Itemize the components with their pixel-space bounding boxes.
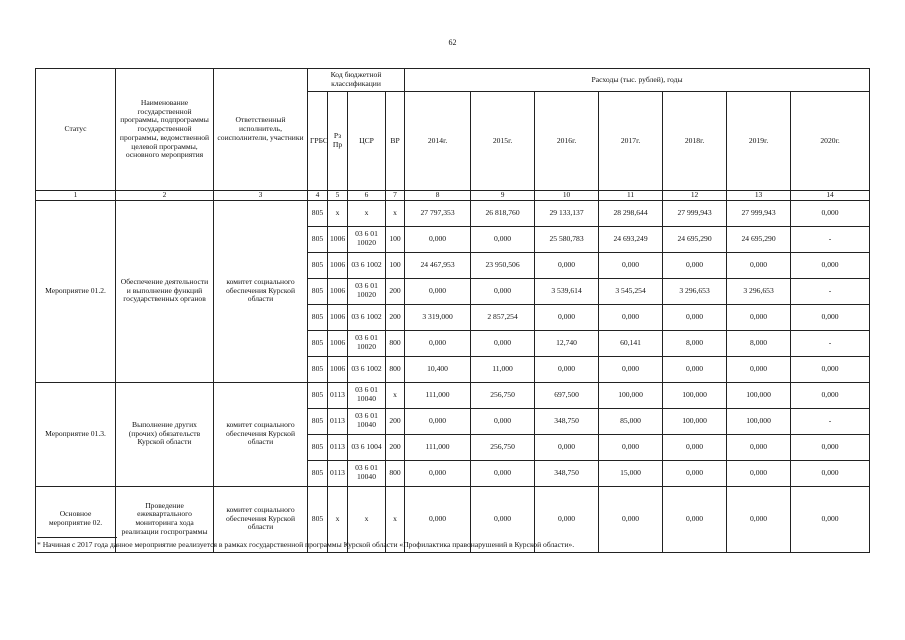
- executor-cell: комитет социального обеспечения Курской области: [214, 200, 308, 382]
- amount-cell: 27 797,353: [405, 200, 471, 226]
- grbs-cell: 805: [308, 434, 328, 460]
- amount-cell: 0,000: [471, 330, 535, 356]
- header-rzpr: Рз Пр: [328, 92, 348, 191]
- amount-cell: 100,000: [663, 382, 727, 408]
- amount-cell: 0,000: [727, 356, 791, 382]
- amount-cell: 0,000: [599, 304, 663, 330]
- amount-cell: 23 950,506: [471, 252, 535, 278]
- amount-cell: 0,000: [663, 486, 727, 552]
- header-year: 2018г.: [663, 92, 727, 191]
- amount-cell: 0,000: [535, 356, 599, 382]
- csr-cell: 03 6 01 10020: [348, 226, 386, 252]
- amount-cell: 24 467,953: [405, 252, 471, 278]
- rzpr-cell: 0113: [328, 408, 348, 434]
- csr-cell: x: [348, 486, 386, 552]
- amount-cell: 0,000: [791, 460, 870, 486]
- amount-cell: 0,000: [471, 226, 535, 252]
- amount-cell: -: [791, 226, 870, 252]
- grbs-cell: 805: [308, 460, 328, 486]
- vr-cell: 100: [386, 226, 405, 252]
- amount-cell: 3 296,653: [727, 278, 791, 304]
- amount-cell: 0,000: [663, 304, 727, 330]
- vr-cell: x: [386, 486, 405, 552]
- vr-cell: 200: [386, 408, 405, 434]
- header-csr: ЦСР: [348, 92, 386, 191]
- amount-cell: 697,500: [535, 382, 599, 408]
- csr-cell: 03 6 1004: [348, 434, 386, 460]
- amount-cell: 0,000: [599, 486, 663, 552]
- status-cell: Основное мероприятие 02.: [36, 486, 116, 552]
- amount-cell: 348,750: [535, 408, 599, 434]
- column-number-cell: 6: [348, 191, 386, 201]
- amount-cell: 0,000: [599, 434, 663, 460]
- amount-cell: 85,000: [599, 408, 663, 434]
- vr-cell: 800: [386, 460, 405, 486]
- executor-cell: комитет социального обеспечения Курской области: [214, 486, 308, 552]
- amount-cell: 24 695,290: [727, 226, 791, 252]
- amount-cell: 8,000: [727, 330, 791, 356]
- amount-cell: 8,000: [663, 330, 727, 356]
- csr-cell: 03 6 1002: [348, 252, 386, 278]
- rzpr-cell: 0113: [328, 382, 348, 408]
- vr-cell: 200: [386, 278, 405, 304]
- amount-cell: 0,000: [405, 486, 471, 552]
- amount-cell: 0,000: [405, 278, 471, 304]
- amount-cell: 29 133,137: [535, 200, 599, 226]
- amount-cell: 0,000: [471, 460, 535, 486]
- amount-cell: 11,000: [471, 356, 535, 382]
- amount-cell: 0,000: [727, 460, 791, 486]
- amount-cell: 28 298,644: [599, 200, 663, 226]
- vr-cell: 200: [386, 304, 405, 330]
- table-body: [36, 191, 870, 553]
- csr-cell: 03 6 01 10020: [348, 278, 386, 304]
- amount-cell: 0,000: [405, 408, 471, 434]
- amount-cell: 27 999,943: [663, 200, 727, 226]
- grbs-cell: 805: [308, 304, 328, 330]
- amount-cell: 111,000: [405, 434, 471, 460]
- column-number-cell: 7: [386, 191, 405, 201]
- amount-cell: 0,000: [663, 434, 727, 460]
- amount-cell: 0,000: [405, 460, 471, 486]
- amount-cell: -: [791, 278, 870, 304]
- amount-cell: 100,000: [727, 408, 791, 434]
- column-number-cell: 12: [663, 191, 727, 201]
- csr-cell: 03 6 01 10040: [348, 460, 386, 486]
- header-year: 2019г.: [727, 92, 791, 191]
- csr-cell: 03 6 1002: [348, 356, 386, 382]
- amount-cell: 15,000: [599, 460, 663, 486]
- column-number-cell: 3: [214, 191, 308, 201]
- grbs-cell: 805: [308, 408, 328, 434]
- table-row: [36, 382, 870, 408]
- amount-cell: -: [791, 408, 870, 434]
- grbs-cell: 805: [308, 486, 328, 552]
- vr-cell: x: [386, 382, 405, 408]
- header-year: 2020г.: [791, 92, 870, 191]
- column-numbers-row: [36, 191, 870, 201]
- grbs-cell: 805: [308, 226, 328, 252]
- amount-cell: 0,000: [791, 356, 870, 382]
- csr-cell: x: [348, 200, 386, 226]
- amount-cell: 24 695,290: [663, 226, 727, 252]
- csr-cell: 03 6 01 10020: [348, 330, 386, 356]
- amount-cell: 0,000: [663, 460, 727, 486]
- column-number-cell: 10: [535, 191, 599, 201]
- column-number-cell: 8: [405, 191, 471, 201]
- grbs-cell: 805: [308, 356, 328, 382]
- amount-cell: 26 818,760: [471, 200, 535, 226]
- rzpr-cell: 1006: [328, 278, 348, 304]
- grbs-cell: 805: [308, 330, 328, 356]
- column-number-cell: 11: [599, 191, 663, 201]
- rzpr-cell: x: [328, 200, 348, 226]
- amount-cell: 24 693,249: [599, 226, 663, 252]
- rzpr-cell: 0113: [328, 460, 348, 486]
- footnote: * Начиная с 2017 года данное мероприятие реализуется в рамках государственной программы Курской области «Профилактика правонарушений в Курской области».: [37, 540, 575, 549]
- status-cell: Мероприятие 01.2.: [36, 200, 116, 382]
- amount-cell: 12,740: [535, 330, 599, 356]
- header-code-group: Код бюджетной классификации: [308, 69, 405, 92]
- amount-cell: 0,000: [727, 486, 791, 552]
- column-number-cell: 2: [116, 191, 214, 201]
- amount-cell: 0,000: [791, 382, 870, 408]
- rzpr-cell: 1006: [328, 330, 348, 356]
- grbs-cell: 805: [308, 200, 328, 226]
- csr-cell: 03 6 01 10040: [348, 382, 386, 408]
- amount-cell: 0,000: [791, 486, 870, 552]
- vr-cell: 200: [386, 434, 405, 460]
- budget-table: [35, 68, 870, 553]
- grbs-cell: 805: [308, 382, 328, 408]
- amount-cell: 2 857,254: [471, 304, 535, 330]
- amount-cell: 0,000: [663, 252, 727, 278]
- vr-cell: 800: [386, 330, 405, 356]
- amount-cell: 27 999,943: [727, 200, 791, 226]
- amount-cell: 0,000: [727, 434, 791, 460]
- amount-cell: 0,000: [599, 252, 663, 278]
- rzpr-cell: x: [328, 486, 348, 552]
- amount-cell: 100,000: [663, 408, 727, 434]
- column-number-cell: 9: [471, 191, 535, 201]
- header-status: Статус: [36, 69, 116, 191]
- amount-cell: 0,000: [791, 252, 870, 278]
- amount-cell: 25 580,783: [535, 226, 599, 252]
- column-number-cell: 4: [308, 191, 328, 201]
- page-number: 62: [448, 38, 457, 47]
- amount-cell: 60,141: [599, 330, 663, 356]
- vr-cell: 100: [386, 252, 405, 278]
- rzpr-cell: 1006: [328, 226, 348, 252]
- header-year: 2015г.: [471, 92, 535, 191]
- amount-cell: -: [791, 330, 870, 356]
- amount-cell: 0,000: [535, 252, 599, 278]
- amount-cell: 100,000: [599, 382, 663, 408]
- vr-cell: 800: [386, 356, 405, 382]
- amount-cell: 0,000: [791, 434, 870, 460]
- status-cell: Мероприятие 01.3.: [36, 382, 116, 486]
- header-executor: Ответственный исполнитель, соисполнители, участники: [214, 69, 308, 191]
- header-year: 2017г.: [599, 92, 663, 191]
- header-name: Наименование государственной программы, подпрограммы государственной программы, ведомственной целевой программы, основного мероприятия: [116, 69, 214, 191]
- rzpr-cell: 1006: [328, 252, 348, 278]
- amount-cell: 3 319,000: [405, 304, 471, 330]
- amount-cell: 0,000: [471, 278, 535, 304]
- rzpr-cell: 1006: [328, 304, 348, 330]
- footnote-rule: [37, 537, 117, 538]
- amount-cell: 10,400: [405, 356, 471, 382]
- amount-cell: 3 539,614: [535, 278, 599, 304]
- csr-cell: 03 6 01 10040: [348, 408, 386, 434]
- column-number-cell: 1: [36, 191, 116, 201]
- amount-cell: 0,000: [663, 356, 727, 382]
- name-cell: Проведение ежеквартального мониторинга хода реализации госпрограммы: [116, 486, 214, 552]
- amount-cell: 3 545,254: [599, 278, 663, 304]
- header-grbs: ГРБС: [308, 92, 328, 191]
- header-year: 2014г.: [405, 92, 471, 191]
- amount-cell: 111,000: [405, 382, 471, 408]
- amount-cell: 256,750: [471, 434, 535, 460]
- executor-cell: комитет социального обеспечения Курской области: [214, 382, 308, 486]
- header-expenses-group: Расходы (тыс. рублей), годы: [405, 69, 870, 92]
- amount-cell: 0,000: [405, 330, 471, 356]
- amount-cell: 0,000: [535, 304, 599, 330]
- amount-cell: 256,750: [471, 382, 535, 408]
- amount-cell: 0,000: [405, 226, 471, 252]
- amount-cell: 0,000: [535, 486, 599, 552]
- grbs-cell: 805: [308, 252, 328, 278]
- header-year: 2016г.: [535, 92, 599, 191]
- amount-cell: 100,000: [727, 382, 791, 408]
- amount-cell: 3 296,653: [663, 278, 727, 304]
- amount-cell: 0,000: [791, 200, 870, 226]
- vr-cell: x: [386, 200, 405, 226]
- amount-cell: 0,000: [727, 304, 791, 330]
- csr-cell: 03 6 1002: [348, 304, 386, 330]
- column-number-cell: 13: [727, 191, 791, 201]
- amount-cell: 0,000: [727, 252, 791, 278]
- grbs-cell: 805: [308, 278, 328, 304]
- amount-cell: 0,000: [471, 486, 535, 552]
- amount-cell: 0,000: [535, 434, 599, 460]
- name-cell: Выполнение других (прочих) обязательств Курской области: [116, 382, 214, 486]
- column-number-cell: 14: [791, 191, 870, 201]
- name-cell: Обеспечение деятельности и выполнение функций государственных органов: [116, 200, 214, 382]
- amount-cell: 348,750: [535, 460, 599, 486]
- rzpr-cell: 1006: [328, 356, 348, 382]
- table-row: [36, 200, 870, 226]
- header-vr: ВР: [386, 92, 405, 191]
- rzpr-cell: 0113: [328, 434, 348, 460]
- amount-cell: 0,000: [471, 408, 535, 434]
- amount-cell: 0,000: [791, 304, 870, 330]
- amount-cell: 0,000: [599, 356, 663, 382]
- column-number-cell: 5: [328, 191, 348, 201]
